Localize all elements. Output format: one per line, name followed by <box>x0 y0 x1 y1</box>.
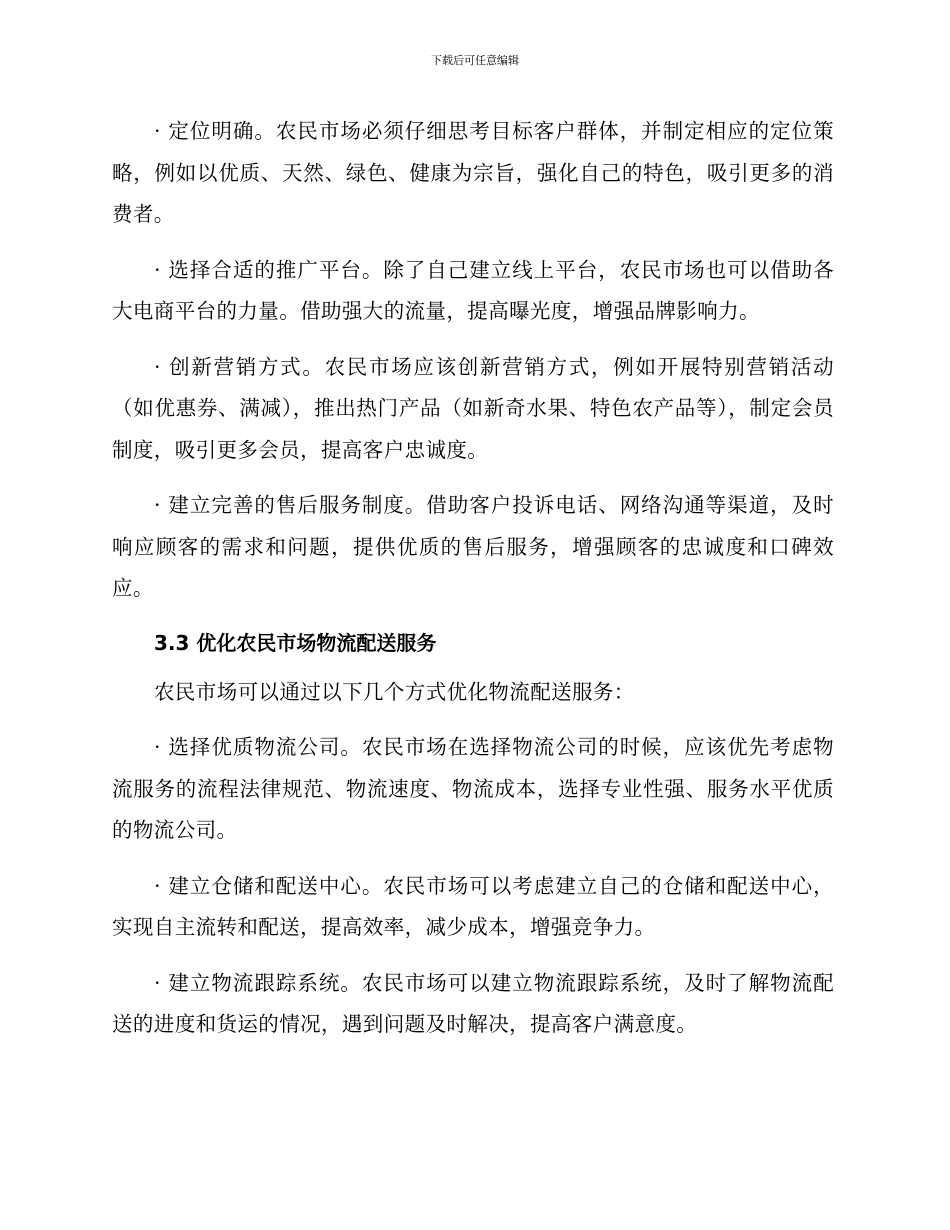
paragraph-tracking-system: · 建立物流跟踪系统。农民市场可以建立物流跟踪系统，及时了解物流配送的进度和货运的情况，遇到问题及时解决，提高客户满意度。 <box>112 970 834 1036</box>
paragraph-marketing-innovation: · 创新营销方式。农民市场应该创新营销方式，例如开展特别营销活动（如优惠券、满减），推出热门产品（如新奇水果、特色农产品等），制定会员制度，吸引更多会员，提高客户忠诚度。 <box>112 354 834 462</box>
page-header: 下载后可任意编辑 <box>431 54 519 67</box>
paragraph-warehouse-center: · 建立仓储和配送中心。农民市场可以考虑建立自己的仓储和配送中心，实现自主流转和配送，提高效率，减少成本，增强竞争力。 <box>112 873 834 939</box>
section-intro: 农民市场可以通过以下几个方式优化物流配送服务： <box>154 679 635 704</box>
paragraph-logistics-company: · 选择优质物流公司。农民市场在选择物流公司的时候，应该优先考虑物流服务的流程法律规范、物流速度、物流成本，选择专业性强、服务水平优质的物流公司。 <box>112 735 834 842</box>
paragraph-promotion-platform: · 选择合适的推广平台。除了自己建立线上平台，农民市场也可以借助各大电商平台的力量。借助强大的流量，提高曝光度，增强品牌影响力。 <box>112 257 834 323</box>
document-body <box>112 111 834 1060</box>
paragraph-positioning: · 定位明确。农民市场必须仔细思考目标客户群体，并制定相应的定位策略，例如以优质、天然、绿色、健康为宗旨，强化自己的特色，吸引更多的消费者。 <box>112 119 834 226</box>
section-heading: 3.3 优化农民市场物流配送服务 <box>154 630 437 655</box>
paragraph-after-sales: · 建立完善的售后服务制度。借助客户投诉电话、网络沟通等渠道，及时响应顾客的需求和问题，提供优质的售后服务，增强顾客的忠诚度和口碑效应。 <box>112 493 834 600</box>
